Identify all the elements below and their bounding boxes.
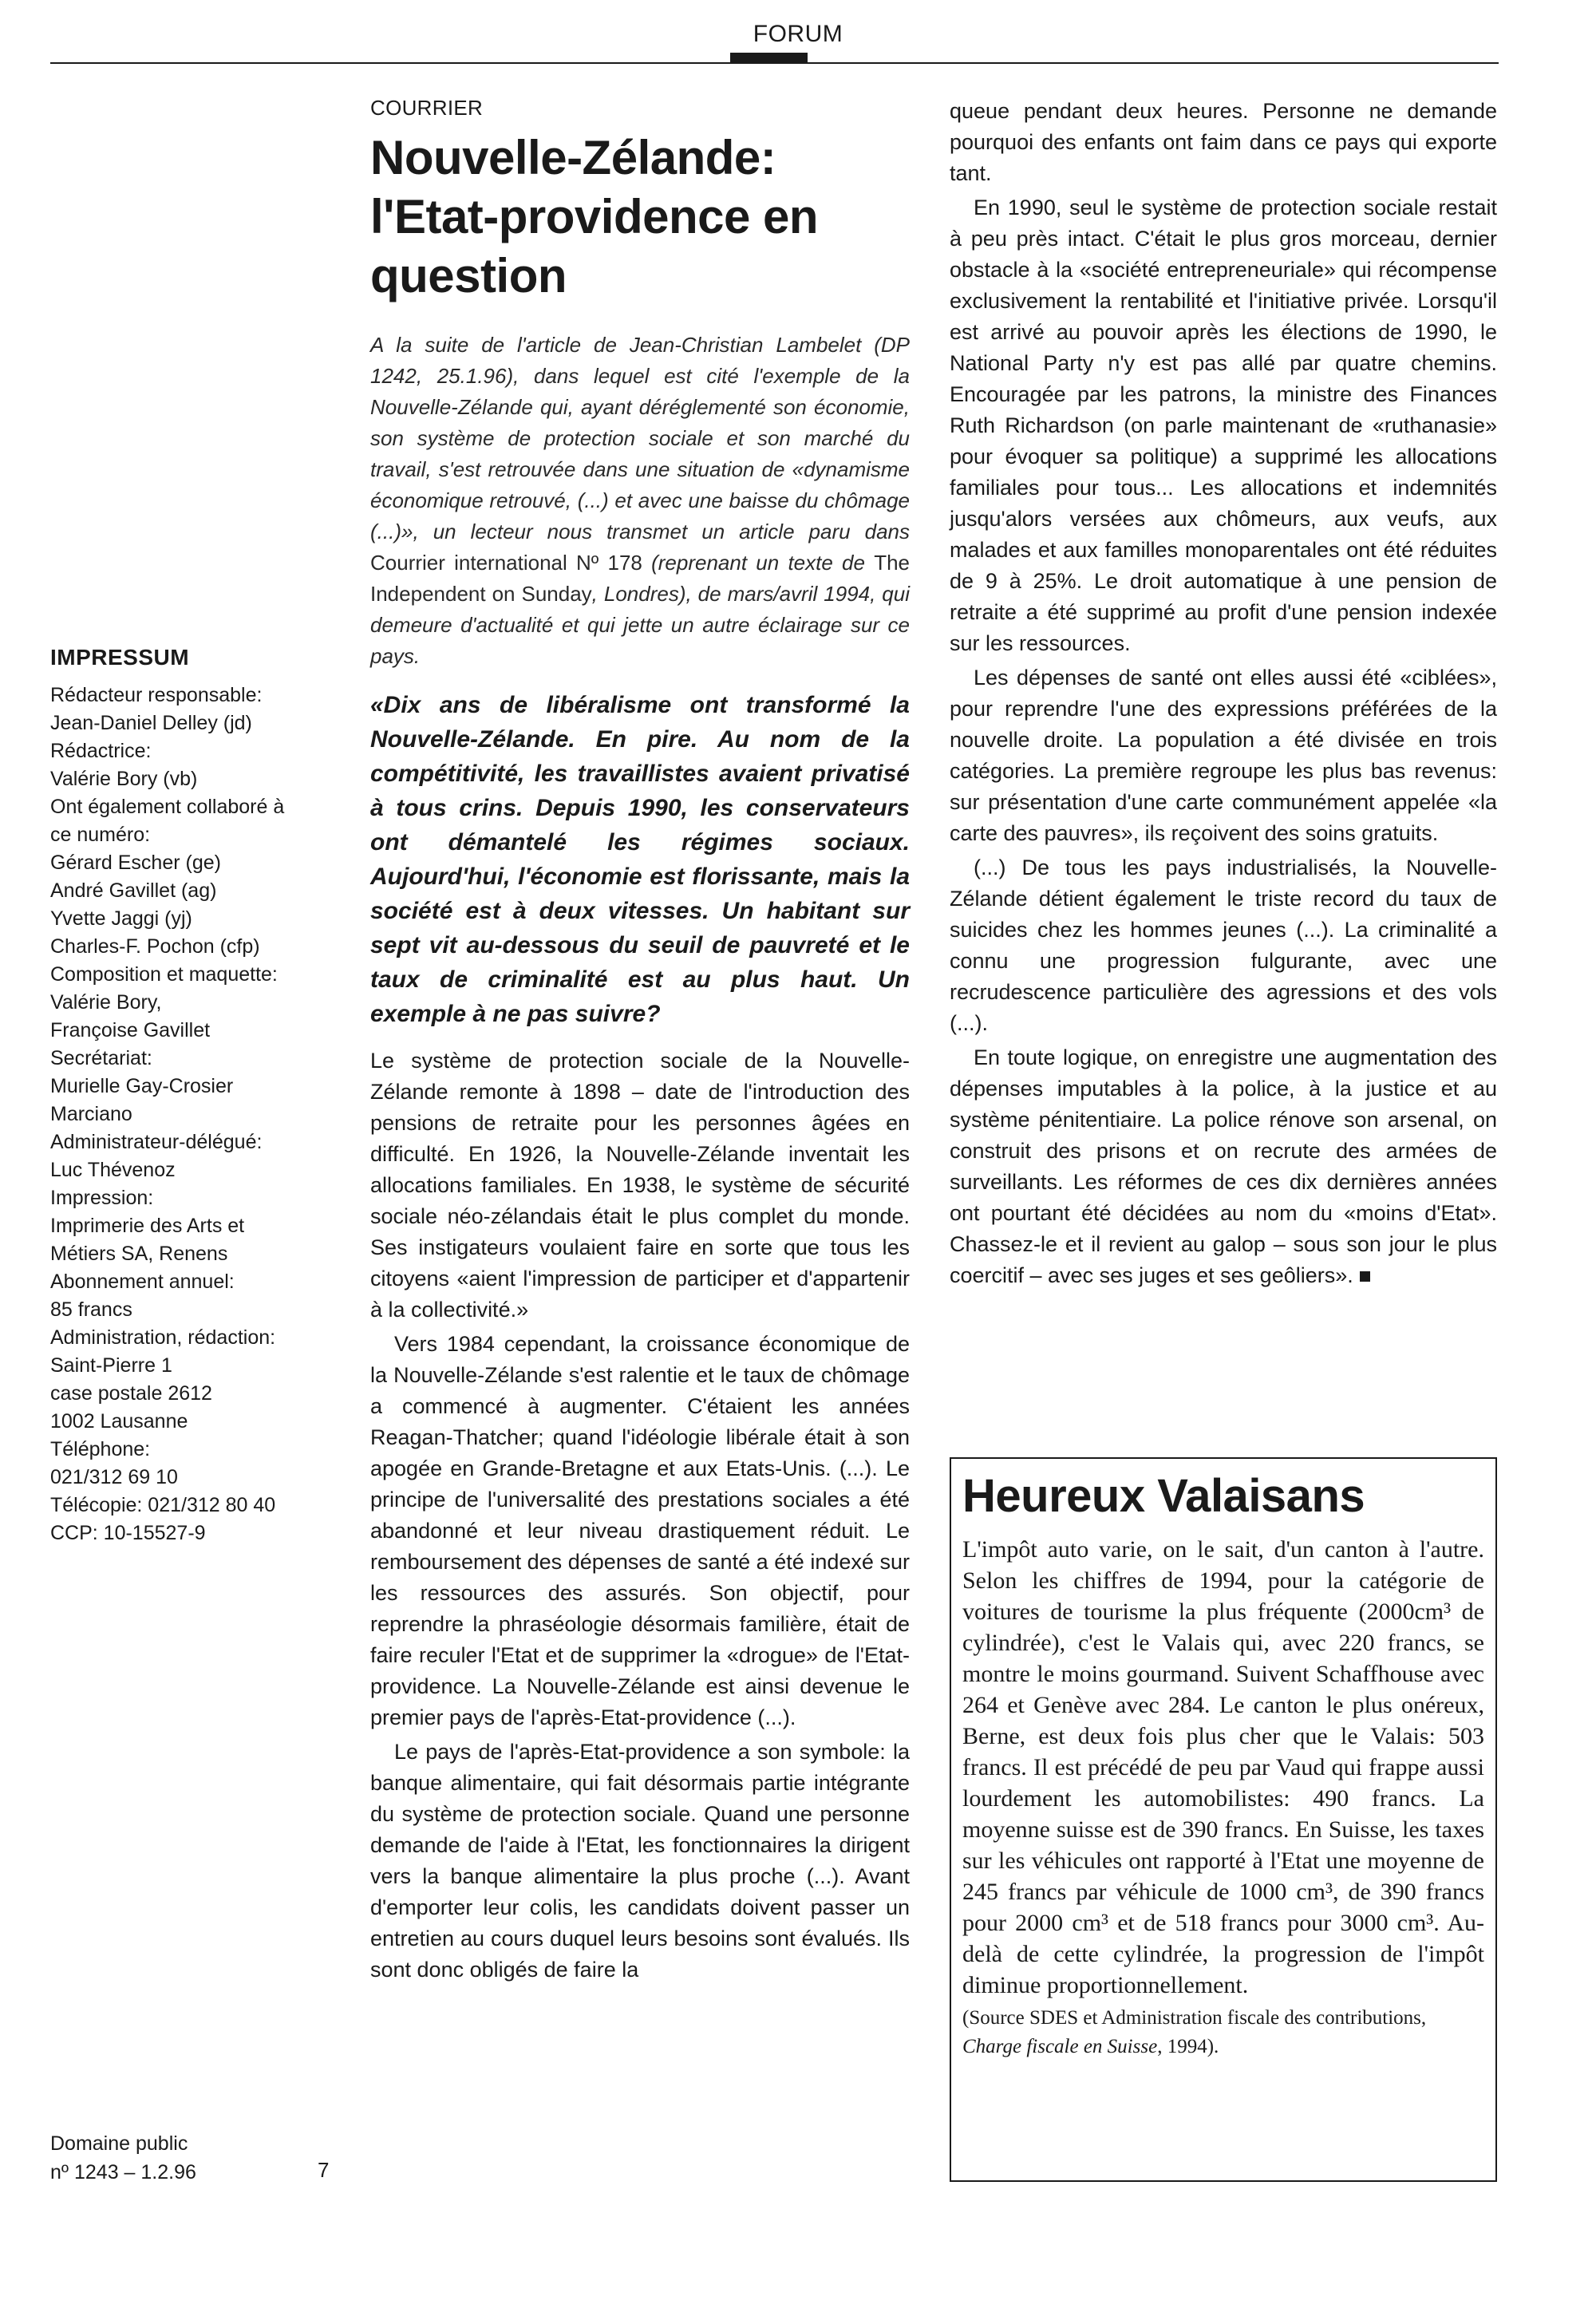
- sidebar-source: [962, 2004, 1484, 2061]
- impressum-line: Impression:: [50, 1187, 154, 1209]
- sidebar-box: [950, 1457, 1497, 2182]
- intro-text-2: (reprenant un texte de: [642, 551, 875, 575]
- impressum-line: CCP: 10-15527-9: [50, 1522, 206, 1544]
- article-paragraph: Les dépenses de santé ont elles aussi été «ciblées», pour reprendre l'une des expressions préférées de la nouvelle droite. La population a été divisée en trois catégories. La première regroupe les plus bas revenus: sur présentation d'une carte communément appelée «la carte des pauvres», ils reçoivent des soins gratuits.: [950, 666, 1497, 845]
- article-paragraph: (...) De tous les pays industrialisés, la Nouvelle-Zélande détient également le triste record du taux de suicides chez les hommes jeunes (...). La criminalité a connu une progression fulgurante, avec une recrudescence particulière des agressions et des vols (...).: [950, 856, 1497, 1035]
- impressum-line: Métiers SA, Renens: [50, 1243, 228, 1265]
- impressum-line: 1002 Lausanne: [50, 1410, 188, 1433]
- impressum-line: Abonnement annuel:: [50, 1271, 235, 1293]
- page-number: 7: [318, 2158, 330, 2182]
- impressum-line: Françoise Gavillet: [50, 1019, 211, 1041]
- impressum-line: Télécopie: 021/312 80 40: [50, 1494, 276, 1516]
- impressum-line: André Gavillet (ag): [50, 879, 217, 902]
- impressum-line: Ont également collaboré à: [50, 796, 285, 818]
- impressum-line: Imprimerie des Arts et: [50, 1215, 245, 1237]
- article-paragraph-text: En toute logique, on enregistre une augmentation des dépenses imputables à la police, à la justice et au système pénitentiaire. La police rénove son arsenal, on construit des prisons et on recrute des armées de surveillants. Les réformes de ces dix dernières années ont pourtant été décidées au nom du «moins d'Etat». Chassez-le et il revient au galop – sous son jour le plus coercitif – avec ses juges et ses geôliers».: [950, 1045, 1497, 1287]
- impressum-heading: IMPRESSUM: [50, 645, 190, 670]
- header-rule: [50, 62, 1499, 64]
- impressum: [50, 645, 330, 1547]
- impressum-line: Charles-F. Pochon (cfp): [50, 935, 260, 958]
- impressum-line: Valérie Bory,: [50, 991, 162, 1014]
- impressum-line: Secrétariat:: [50, 1047, 152, 1069]
- article-paragraph: Le système de protection sociale de la Nouvelle-Zélande remonte à 1898 – date de l'introduction des pensions de retraite pour les personnes âgées en difficulté. En 1926, la Nouvelle-Zélande inventait les allocations familiales. En 1938, le système de sécurité sociale néo-zélandais était le plus complet du monde. Ses instigateurs voulaient faire en sorte que tous les citoyens «aient l'impression de participer et d'appartenir à la collectivité.»: [370, 1049, 910, 1322]
- article-intro: [370, 330, 910, 672]
- article-paragraph: Vers 1984 cependant, la croissance économique de la Nouvelle-Zélande s'est ralentie et le taux de chômage a commencé à augmenter. C'étaient les années Reagan-Thatcher; quand l'idéologie libérale était à son apogée en Grande-Bretagne et aux Etats-Unis. (...). Le principe de l'universalité des prestations sociales a été abandonné et leur niveau drastiquement réduit. Le remboursement des dépenses de santé a été indexé sur les ressources des assurés. Son objectif, pour reprendre la phraséologie désormais familière, était de faire reculer l'Etat et de supprimer la «drogue» de l'Etat-providence. La Nouvelle-Zélande est ainsi devenue le premier pays de l'après-Etat-providence (...).: [370, 1332, 910, 1729]
- impressum-line: Rédacteur responsable:: [50, 684, 263, 706]
- source-title: Charge fiscale en Suisse: [962, 2036, 1158, 2057]
- article-paragraph: En 1990, seul le système de protection sociale restait à peu près intact. C'était le plus gros morceau, dernier obstacle à la «société entrepreneuriale» qui récompense exclusivement la rentabilité et l'initiative privée. Lorsqu'il est arrivé au pouvoir après les élections de 1990, le National Party n'y est pas allé par quatre chemins. Encouragée par les patrons, la ministre des Finances Ruth Richardson (on parle maintenant de «ruthanasie» pour évoquer sa politique) a supprimé les allocations familiales pour tous... Les allocations et indemnités jusqu'alors versées aux chômeurs, aux veufs, aux malades et aux familles monoparentales ont été réduites de 9 à 25%. Le droit automatique à une pension de retraite a été supprimé au profit d'une pension indexée sur les ressources.: [950, 196, 1497, 655]
- impressum-line: Administrateur-délégué:: [50, 1131, 263, 1153]
- footer: [50, 2129, 354, 2187]
- impressum-line: Téléphone:: [50, 1438, 151, 1460]
- article-paragraph: queue pendant deux heures. Personne ne demande pourquoi des enfants ont faim dans ce pays qui exporte tant.: [950, 99, 1497, 185]
- section-label: FORUM: [753, 21, 843, 47]
- impressum-line: 021/312 69 10: [50, 1466, 178, 1488]
- article-paragraph-last: [950, 1042, 1497, 1291]
- impressum-line: Valérie Bory (vb): [50, 768, 198, 790]
- impressum-lines: [50, 682, 330, 1547]
- intro-paper: The Independent on Sunday: [370, 551, 910, 606]
- article-lead: «Dix ans de libéralisme ont transformé la Nouvelle-Zélande. En pire. Au nom de la compétitivité, les travaillistes avaient privatisé à tous crins. Depuis 1990, les conservateurs ont démantelé les régimes sociaux. Aujourd'hui, l'économie est florissante, mais la société est à deux vitesses. Un habitant sur sept vit au-dessous du seuil de pauvreté et le taux de criminalité est au plus haut. Un exemple à ne pas suivre?: [370, 692, 910, 1027]
- impressum-line: Gérard Escher (ge): [50, 852, 221, 874]
- header-tab-mark: [730, 53, 808, 62]
- impressum-line: Saint-Pierre 1: [50, 1354, 172, 1377]
- sidebar-title: Heureux Valaisans: [962, 1470, 1365, 1522]
- article-title: Nouvelle-Zélande: l'Etat-providence en question: [370, 131, 819, 302]
- source-text-1: (Source SDES et Administration fiscale des contributions,: [962, 2007, 1427, 2029]
- article-column-2: [950, 96, 1497, 1291]
- article-kicker: COURRIER: [370, 96, 484, 120]
- impressum-line: case postale 2612: [50, 1382, 212, 1405]
- impressum-line: Luc Thévenoz: [50, 1159, 176, 1181]
- intro-text-1: A la suite de l'article de Jean-Christian Lambelet (DP 1242, 25.1.96), dans lequel est cité l'exemple de la Nouvelle-Zélande qui, ayant déréglementé son économie, son système de protection sociale et son marché du travail, s'est retrouvée dans une situation de «dynamisme économique retrouvé, (...) et avec une baisse du chômage (...)», un lecteur nous transmet un article paru dans: [370, 333, 910, 543]
- impressum-line: Marciano: [50, 1103, 132, 1125]
- intro-source: Courrier international Nº 178: [370, 551, 642, 575]
- impressum-line: Murielle Gay-Crosier: [50, 1075, 234, 1097]
- footer-issue: nº 1243 – 1.2.96: [50, 2161, 196, 2183]
- impressum-line: Administration, rédaction:: [50, 1326, 276, 1349]
- source-text-2: , 1994).: [1157, 2036, 1219, 2057]
- end-of-article-mark: [1360, 1271, 1370, 1282]
- impressum-line: 85 francs: [50, 1298, 132, 1321]
- intro-text-3: , Londres), de mars/avril 1994, qui demeure d'actualité et qui jette un autre éclairage sur ce pays.: [370, 582, 910, 668]
- article-column-1: [370, 96, 910, 1986]
- impressum-line: Rédactrice:: [50, 740, 152, 762]
- impressum-line: Yvette Jaggi (yj): [50, 907, 192, 930]
- sidebar-body: L'impôt auto varie, on le sait, d'un canton à l'autre. Selon les chiffres de 1994, pour la catégorie de voitures de tourisme la plus fréquente (2000cm³ de cylindrée), c'est le Valais qui, avec 220 francs, se montre le moins gourmand. Suivent Schaffhouse avec 264 et Genève avec 284. Le canton le plus onéreux, Berne, est deux fois plus cher que le Valais: 503 francs. Il est précédé de peu par Vaud qui frappe aussi lourdement les automobilistes: 490 francs. La moyenne suisse est de 390 francs. En Suisse, les taxes sur les véhicules ont rapporté à l'Etat une moyenne de 245 francs par véhicule de 1000 cm³, de 390 francs pour 2000 cm³ et de 518 francs pour 3000 cm³. Au-delà de cette cylindrée, la progression de l'impôt diminue proportionnellement.: [962, 1536, 1484, 1998]
- footer-publication: Domaine public: [50, 2132, 188, 2155]
- article-paragraph: Le pays de l'après-Etat-providence a son symbole: la banque alimentaire, qui fait désormais partie intégrante du système de protection sociale. Quand une personne demande de l'aide à l'Etat, les fonctionnaires la dirigent vers la banque alimentaire la plus proche (...). Avant d'emporter leur colis, les candidats doivent passer un entretien au cours duquel leurs besoins sont évalués. Ils sont donc obligés de faire la: [370, 1740, 910, 1982]
- impressum-line: Composition et maquette:: [50, 963, 278, 986]
- impressum-line: Jean-Daniel Delley (jd): [50, 712, 252, 734]
- impressum-line: ce numéro:: [50, 824, 151, 846]
